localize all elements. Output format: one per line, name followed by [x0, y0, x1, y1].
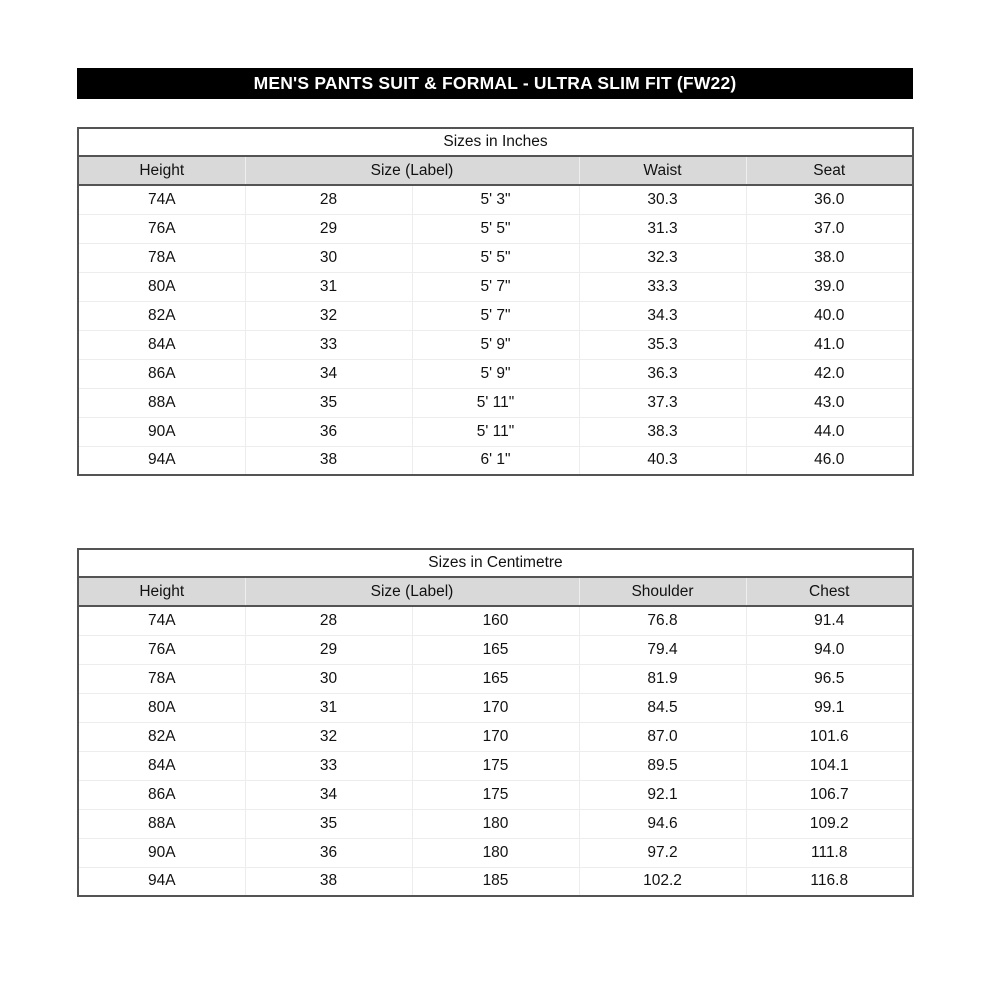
title-banner — [77, 68, 913, 99]
table-cell: 5' 9" — [412, 359, 579, 388]
table-cell: 80A — [78, 272, 245, 301]
table-cell: 76.8 — [579, 606, 746, 635]
table-cell: 84A — [78, 330, 245, 359]
table-title: Sizes in Centimetre — [78, 549, 913, 577]
table-cell: 46.0 — [746, 446, 913, 475]
table-cell: 74A — [78, 606, 245, 635]
table-row — [78, 809, 913, 838]
table-cell: 35 — [245, 809, 412, 838]
table-cell: 90A — [78, 417, 245, 446]
table-cell: 35 — [245, 388, 412, 417]
page-title: MEN'S PANTS SUIT & FORMAL - ULTRA SLIM FIT (FW22) — [253, 73, 737, 93]
table-cell: 97.2 — [579, 838, 746, 867]
table-row — [78, 606, 913, 635]
col-header-height: Height — [78, 577, 245, 606]
table-cell: 185 — [412, 867, 579, 896]
table-cell: 31 — [245, 693, 412, 722]
table-sizes-inches — [77, 127, 914, 476]
table-row — [78, 867, 913, 896]
table-cell: 31 — [245, 272, 412, 301]
table-cell: 33.3 — [579, 272, 746, 301]
table-cell: 36.3 — [579, 359, 746, 388]
table-cell: 79.4 — [579, 635, 746, 664]
table-cell: 84A — [78, 751, 245, 780]
table-cell: 5' 5" — [412, 214, 579, 243]
table-row — [78, 272, 913, 301]
table-cell: 80A — [78, 693, 245, 722]
table-cell: 36.0 — [746, 185, 913, 214]
table-cell: 28 — [245, 185, 412, 214]
table-row — [78, 838, 913, 867]
table-cell: 30 — [245, 243, 412, 272]
table-cell: 109.2 — [746, 809, 913, 838]
table-row — [78, 664, 913, 693]
table-cell: 102.2 — [579, 867, 746, 896]
col-header-waist: Waist — [579, 156, 746, 185]
table-cell: 38.0 — [746, 243, 913, 272]
table-cell: 82A — [78, 301, 245, 330]
table-cell: 170 — [412, 722, 579, 751]
table-cell: 180 — [412, 838, 579, 867]
table-cell: 180 — [412, 809, 579, 838]
table-cell: 42.0 — [746, 359, 913, 388]
table-cell: 81.9 — [579, 664, 746, 693]
table-cell: 94A — [78, 446, 245, 475]
table-cell: 99.1 — [746, 693, 913, 722]
col-header-size-label: Size (Label) — [245, 156, 579, 185]
table-cell: 5' 7" — [412, 301, 579, 330]
table-cell: 44.0 — [746, 417, 913, 446]
table-cell: 175 — [412, 751, 579, 780]
table-header-row — [78, 156, 913, 185]
table-cell: 32.3 — [579, 243, 746, 272]
table-row — [78, 214, 913, 243]
table-cell: 32 — [245, 722, 412, 751]
table-cell: 78A — [78, 243, 245, 272]
table-cell: 5' 11" — [412, 388, 579, 417]
table-title-row — [78, 549, 913, 577]
table-cell: 86A — [78, 780, 245, 809]
table-cell: 28 — [245, 606, 412, 635]
table-cell: 76A — [78, 635, 245, 664]
table-cell: 34.3 — [579, 301, 746, 330]
table-body — [78, 185, 913, 475]
table-cell: 31.3 — [579, 214, 746, 243]
table-row — [78, 243, 913, 272]
table-cell: 74A — [78, 185, 245, 214]
table-cell: 106.7 — [746, 780, 913, 809]
table-cell: 6' 1" — [412, 446, 579, 475]
table-cell: 175 — [412, 780, 579, 809]
col-header-shoulder: Shoulder — [579, 577, 746, 606]
table-cell: 32 — [245, 301, 412, 330]
table-cell: 29 — [245, 635, 412, 664]
table-cell: 89.5 — [579, 751, 746, 780]
table-cell: 88A — [78, 809, 245, 838]
table-cell: 91.4 — [746, 606, 913, 635]
col-header-seat: Seat — [746, 156, 913, 185]
table-cell: 116.8 — [746, 867, 913, 896]
table-cell: 160 — [412, 606, 579, 635]
table-cell: 36 — [245, 417, 412, 446]
table-row — [78, 301, 913, 330]
table-row — [78, 359, 913, 388]
col-header-chest: Chest — [746, 577, 913, 606]
table-cell: 34 — [245, 780, 412, 809]
table-row — [78, 635, 913, 664]
table-row — [78, 446, 913, 475]
table-row — [78, 330, 913, 359]
table-cell: 41.0 — [746, 330, 913, 359]
table-cell: 5' 11" — [412, 417, 579, 446]
table-cell: 170 — [412, 693, 579, 722]
table-cell: 38.3 — [579, 417, 746, 446]
table-cell: 94.0 — [746, 635, 913, 664]
table-cell: 5' 5" — [412, 243, 579, 272]
table-cell: 94A — [78, 867, 245, 896]
table-row — [78, 417, 913, 446]
table-cell: 38 — [245, 867, 412, 896]
table-title-row — [78, 128, 913, 156]
col-header-size-label: Size (Label) — [245, 577, 579, 606]
table-cell: 40.0 — [746, 301, 913, 330]
table-title: Sizes in Inches — [78, 128, 913, 156]
table-cell: 87.0 — [579, 722, 746, 751]
table-cell: 38 — [245, 446, 412, 475]
table-cell: 96.5 — [746, 664, 913, 693]
table-row — [78, 780, 913, 809]
table-row — [78, 185, 913, 214]
table-cell: 37.0 — [746, 214, 913, 243]
table-row — [78, 388, 913, 417]
table-cell: 29 — [245, 214, 412, 243]
table-cell: 88A — [78, 388, 245, 417]
table-cell: 30 — [245, 664, 412, 693]
table-cell: 86A — [78, 359, 245, 388]
table-cell: 39.0 — [746, 272, 913, 301]
table-cell: 34 — [245, 359, 412, 388]
table-cell: 33 — [245, 330, 412, 359]
table-body — [78, 606, 913, 896]
table-cell: 36 — [245, 838, 412, 867]
table-cell: 101.6 — [746, 722, 913, 751]
table-row — [78, 751, 913, 780]
table-cell: 5' 3" — [412, 185, 579, 214]
col-header-height: Height — [78, 156, 245, 185]
table-cell: 76A — [78, 214, 245, 243]
table-cell: 5' 7" — [412, 272, 579, 301]
table-cell: 104.1 — [746, 751, 913, 780]
table-cell: 35.3 — [579, 330, 746, 359]
table-cell: 90A — [78, 838, 245, 867]
table-cell: 33 — [245, 751, 412, 780]
table-cell: 111.8 — [746, 838, 913, 867]
table-sizes-centimetre — [77, 548, 914, 897]
table-cell: 30.3 — [579, 185, 746, 214]
table-cell: 92.1 — [579, 780, 746, 809]
table-header-row — [78, 577, 913, 606]
table-cell: 84.5 — [579, 693, 746, 722]
table-cell: 5' 9" — [412, 330, 579, 359]
table-cell: 165 — [412, 635, 579, 664]
table-cell: 94.6 — [579, 809, 746, 838]
table-row — [78, 722, 913, 751]
table-cell: 78A — [78, 664, 245, 693]
table-cell: 82A — [78, 722, 245, 751]
table-row — [78, 693, 913, 722]
table-cell: 37.3 — [579, 388, 746, 417]
table-cell: 40.3 — [579, 446, 746, 475]
table-cell: 43.0 — [746, 388, 913, 417]
table-cell: 165 — [412, 664, 579, 693]
